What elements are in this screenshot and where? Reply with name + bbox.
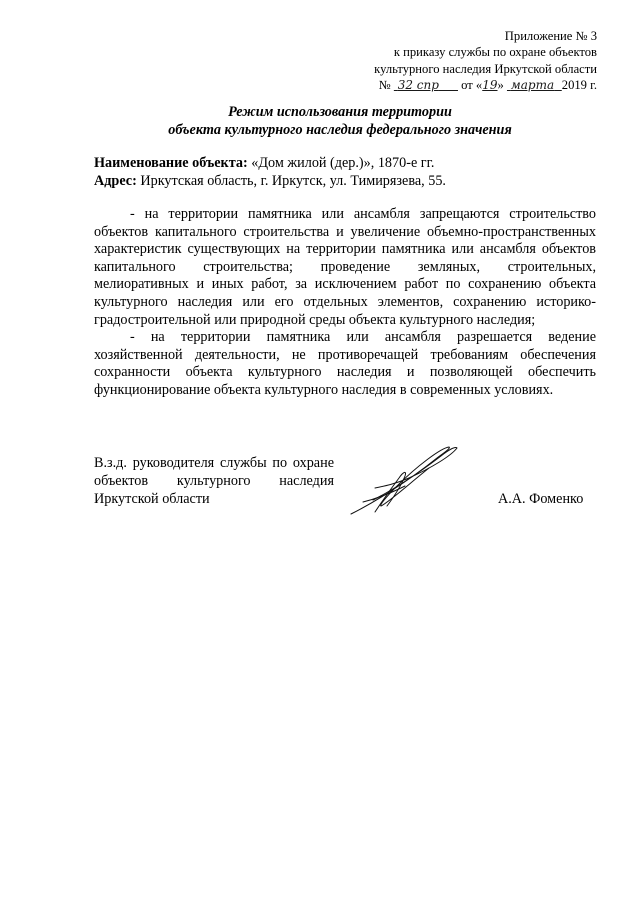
object-name-value: «Дом жилой (дер.)», 1870-е гг. [251, 155, 435, 171]
title-line-2: объекта культурного наследия федерального значения [168, 122, 512, 138]
object-address-label: Адрес: [94, 173, 137, 189]
appendix-authority-line: культурного наследия Иркутской области [374, 61, 597, 76]
appendix-block [267, 28, 597, 94]
appendix-number: Приложение № 3 [504, 29, 597, 43]
object-address-row [94, 172, 446, 190]
object-name-row [94, 154, 446, 172]
appendix-order-line: к приказу службы по охране объектов [393, 45, 597, 60]
document-title [60, 103, 620, 139]
order-date-day: 19 [482, 78, 498, 93]
regime-prohibitions: - на территории памятника или ансамбля запрещаются строительство объектов капитального строительства и увеличение объемно-пространственных характеристик существующих на территории памятника или ансамбля объектов капитального строительства; проведение земляных, строительных, мелиоративных и иных работ, за исключением работ по сохранению объекта культурного наследия или его отдельных элементов, сохранению историко-градостроительной или природной среды объекта культурного наследия; [94, 206, 596, 328]
title-line-1: Режим использования территории [228, 104, 452, 120]
regime-permissions: - на территории памятника или ансамбля разрешается ведение хозяйственной деятельности, не противоречащей требованиям обеспечения сохранности объекта культурного наследия и позволяющей обеспечить функционирование объекта культурного наследия в современных условиях. [94, 329, 596, 398]
order-date-mid: » [497, 78, 504, 93]
order-number-prefix: № [378, 78, 391, 93]
order-date-prefix: от « [461, 78, 483, 93]
order-number-handwritten: 32 спр [397, 78, 439, 93]
regime-text [94, 206, 596, 400]
signer-name: А.А. Фоменко [498, 491, 584, 507]
object-info [94, 154, 446, 190]
object-address-value: Иркутская область, г. Иркутск, ул. Тимирязева, 55. [140, 173, 446, 189]
appendix-order-number-date [267, 77, 597, 93]
object-name-label: Наименование объекта: [94, 155, 248, 171]
order-date-month: марта [510, 78, 555, 93]
order-date-year: 2019 г. [561, 78, 597, 93]
handwritten-signature [345, 442, 465, 522]
signer-position: В.з.д. руководителя службы по охране объектов культурного наследия Иркутской области [94, 455, 334, 507]
